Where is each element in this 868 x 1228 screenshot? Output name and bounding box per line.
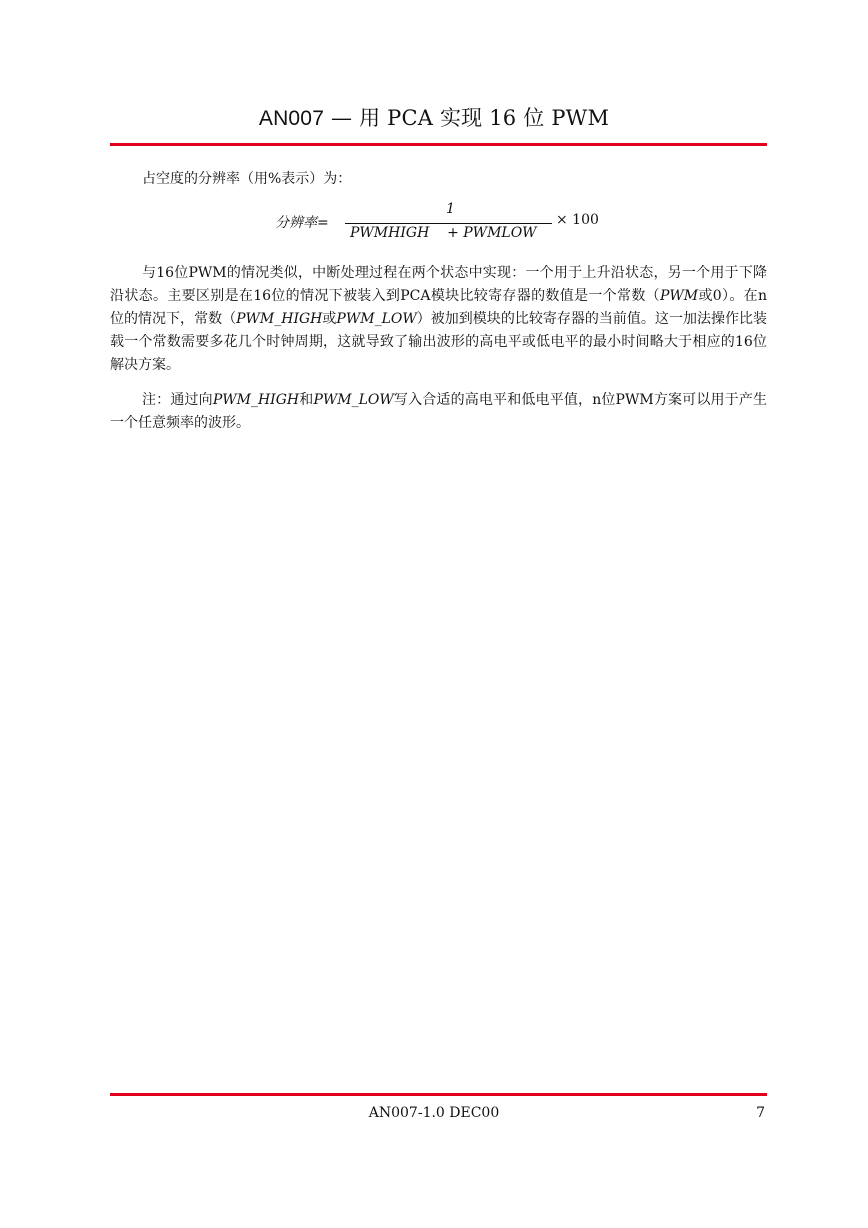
p2-term-pwm-low: PWM_LOW	[336, 311, 417, 327]
paragraph-nbit-explanation	[110, 262, 767, 377]
formula-numerator: 1	[446, 201, 455, 217]
p2-text-1: 与16位PWM的情况类似，中断处理过程在两个状态中实现：一个用于上升沿状态，另一个用于下降沿状态。主要区别是在16位的情况下被装入到PCA模块比较寄存器的数值是一个常数（	[110, 265, 767, 304]
footer-doc-id: AN007-1.0 DEC00	[368, 1105, 500, 1121]
header-title-text: 用 PCA 实现 16 位 PWM	[359, 106, 610, 130]
header-rule	[110, 143, 767, 146]
p2-text-2: 或0）。在n位的情况下，常数（	[110, 288, 767, 327]
fraction-bar	[345, 223, 552, 224]
header-dash: —	[330, 106, 353, 130]
p3-text-1: 注：通过向	[142, 392, 213, 408]
footer-rule	[110, 1093, 767, 1096]
formula-lhs: 分辨率=	[275, 215, 329, 231]
p3-text-3: 写入合适的高电平和低电平值，n位PWM方案可以用于产生一个任意频率的波形。	[110, 392, 767, 431]
p3-term-pwm-high: PWM_HIGH	[212, 392, 300, 408]
header-code: AN007	[258, 107, 325, 130]
paragraph-note	[110, 389, 767, 435]
p2-text-3: 或	[322, 311, 337, 327]
p3-text-2: 和	[299, 392, 314, 408]
formula-denominator: PWMHIGH + PWMLOW	[350, 225, 537, 241]
p2-term-pwm: PWM	[659, 288, 699, 304]
resolution-formula	[0, 201, 868, 249]
page-header-title	[0, 104, 868, 133]
p2-text-4: ）被加到模块的比较寄存器的当前值。这一加法操作比装载一个常数需要多花几个时钟周期，这就导致了输出波形的高电平或低电平的最小时间略大于相应的16位解决方案。	[110, 311, 768, 373]
p3-term-pwm-low: PWM_LOW	[313, 392, 394, 408]
paragraph-resolution-intro: 占空度的分辨率（用%表示）为：	[142, 171, 352, 187]
p2-term-pwm-high: PWM_HIGH	[236, 311, 323, 327]
formula-multiplier: × 100	[556, 212, 599, 228]
footer-page-number: 7	[756, 1105, 765, 1121]
